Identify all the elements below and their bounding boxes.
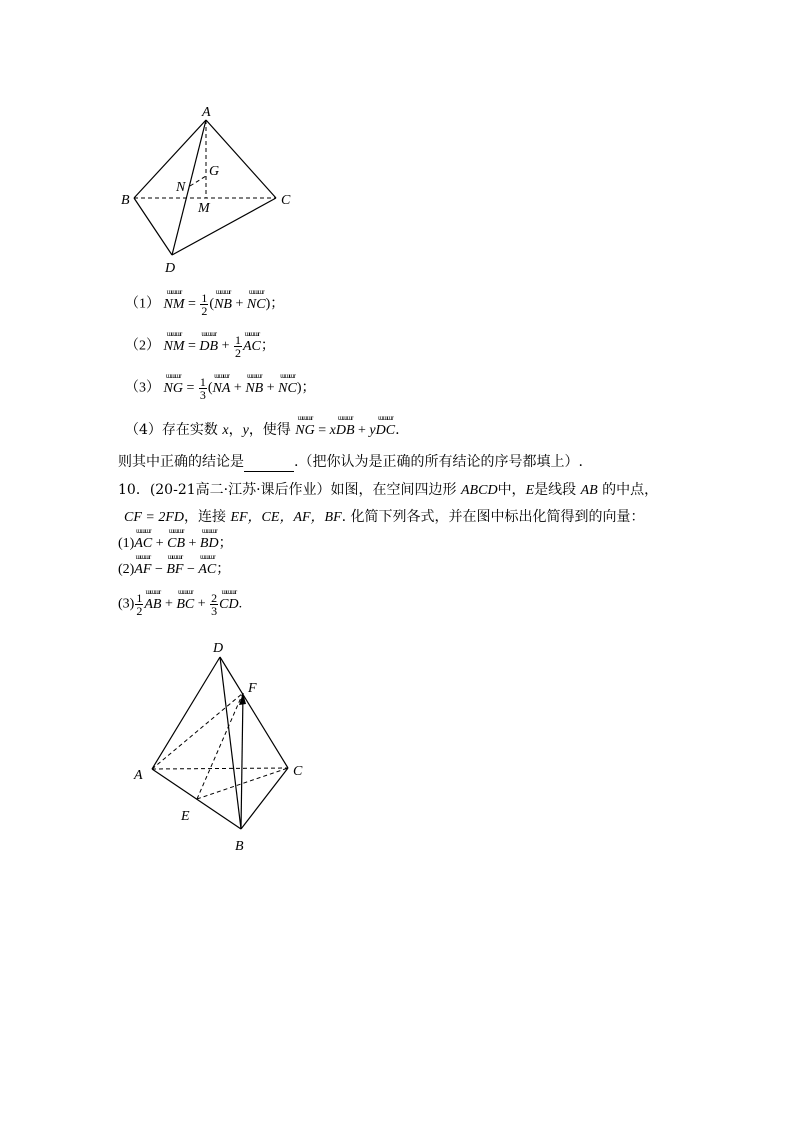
vector-arrow: ɯɯɯr <box>166 287 182 296</box>
vector-NM <box>163 287 185 315</box>
vector-AC: ɯɯɯr AC <box>198 553 217 577</box>
problem-10-part-2: (2) ɯɯɯr AF − ɯɯɯr BF − ɯɯɯr AC； <box>118 560 230 580</box>
label-N: N <box>176 180 186 195</box>
problem-10-part-1: (1) ɯɯɯr AC + ɯɯɯr CB + ɯɯɯr BD； <box>118 534 233 554</box>
vector-DB: ɯɯɯr DB <box>335 414 355 438</box>
label-E: E <box>181 809 190 824</box>
vector-NM: ɯɯɯr NM <box>163 329 185 354</box>
label-A: A <box>134 768 143 783</box>
item-4: （4）存在实数 x，y，使得 ɯɯɯr NG = x ɯɯɯr DB + y ɯɯɯr DC. <box>125 420 400 441</box>
answer-blank[interactable] <box>244 457 294 472</box>
vector-BC: ɯɯɯr BC <box>176 587 195 612</box>
vector-AF: ɯɯɯr AF <box>134 553 152 577</box>
vector-NG: ɯɯɯr NG <box>295 414 315 438</box>
vector-NB: ɯɯɯr NB <box>245 371 264 396</box>
vector-CB: ɯɯɯr CB <box>167 527 186 551</box>
vector-name: NM <box>163 296 185 312</box>
label-B: B <box>235 839 244 854</box>
vector-AC: ɯɯɯr AC <box>134 527 153 551</box>
fraction: $\frac{2}{3}$ <box>211 591 218 618</box>
item-number: （1） <box>125 296 160 312</box>
vector-BF: ɯɯɯr BF <box>166 553 184 577</box>
vector-NB: ɯɯɯr NB <box>214 287 232 312</box>
problem-10-part-3: (3) $\frac{1}{2}$ ɯɯɯr AB + ɯɯɯr BC + $\frac{2}{3}$ ɯɯɯr CD. <box>118 587 243 618</box>
vector-AC: ɯɯɯr AC <box>242 329 261 354</box>
fraction: $\frac{1}{3}$ <box>199 375 206 402</box>
item-2: （2） ɯɯɯr NM = ɯɯɯr DB + $\frac{1}{2}$ ɯɯɯr AC； <box>125 329 275 360</box>
label-B: B <box>121 193 130 208</box>
vector-NA: ɯɯɯr NA <box>212 371 231 396</box>
fraction: $\frac{1}{2}$ <box>201 291 208 318</box>
vector-DC: ɯɯɯr DC <box>375 414 396 438</box>
label-C: C <box>293 764 303 779</box>
vector-NC: ɯɯɯr NC <box>246 287 266 312</box>
vector-DB: ɯɯɯr DB <box>199 329 219 354</box>
vector-NC: ɯɯɯr NC <box>278 371 297 396</box>
figure-tetrahedron-2 <box>125 635 325 860</box>
vector-AB: ɯɯɯr AB <box>144 587 162 612</box>
label-C: C <box>281 193 291 208</box>
vector-CD: ɯɯɯr CD <box>219 587 239 612</box>
problem-10-line-2: CF = 2FD，连接 EF，CE，AF，BF. 化简下列各式，并在图中标出化简得到的向量： <box>124 509 645 525</box>
item-number: （2） <box>125 338 160 354</box>
equals-sign: = <box>188 296 196 312</box>
item-number: （4） <box>125 422 162 438</box>
fraction: $\frac{1}{2}$ <box>136 591 143 618</box>
conclusion-line: 则其中正确的结论是 .（把你认为是正确的所有结论的序号都填上）. <box>118 454 583 470</box>
vector-BD: ɯɯɯr BD <box>199 527 219 551</box>
item-number: （3） <box>125 380 160 396</box>
label-D: D <box>213 641 224 656</box>
label-M: M <box>198 201 210 216</box>
label-D: D <box>165 261 176 276</box>
item-3: （3） ɯɯɯr NG = $\frac{1}{3}$ ( ɯɯɯr NA + ɯɯɯr NB + ɯɯɯr NC)； <box>125 371 316 402</box>
label-F: F <box>248 681 257 696</box>
fraction: $\frac{1}{2}$ <box>234 333 241 360</box>
item-1: （1） ɯɯɯr NM = $\frac{1}{2}$ ( ɯɯɯr NB + ɯɯɯr NC)； <box>125 287 285 318</box>
label-A: A <box>202 105 211 120</box>
label-G: G <box>209 164 220 179</box>
vector-NG: ɯɯɯr NG <box>163 371 183 396</box>
problem-10-line-1: 10．(20-21高二·江苏·课后作业）如图，在空间四边形 ABCD中，E是线段 AB 的中点， <box>118 482 659 498</box>
figure-tetrahedron-1 <box>110 100 310 280</box>
